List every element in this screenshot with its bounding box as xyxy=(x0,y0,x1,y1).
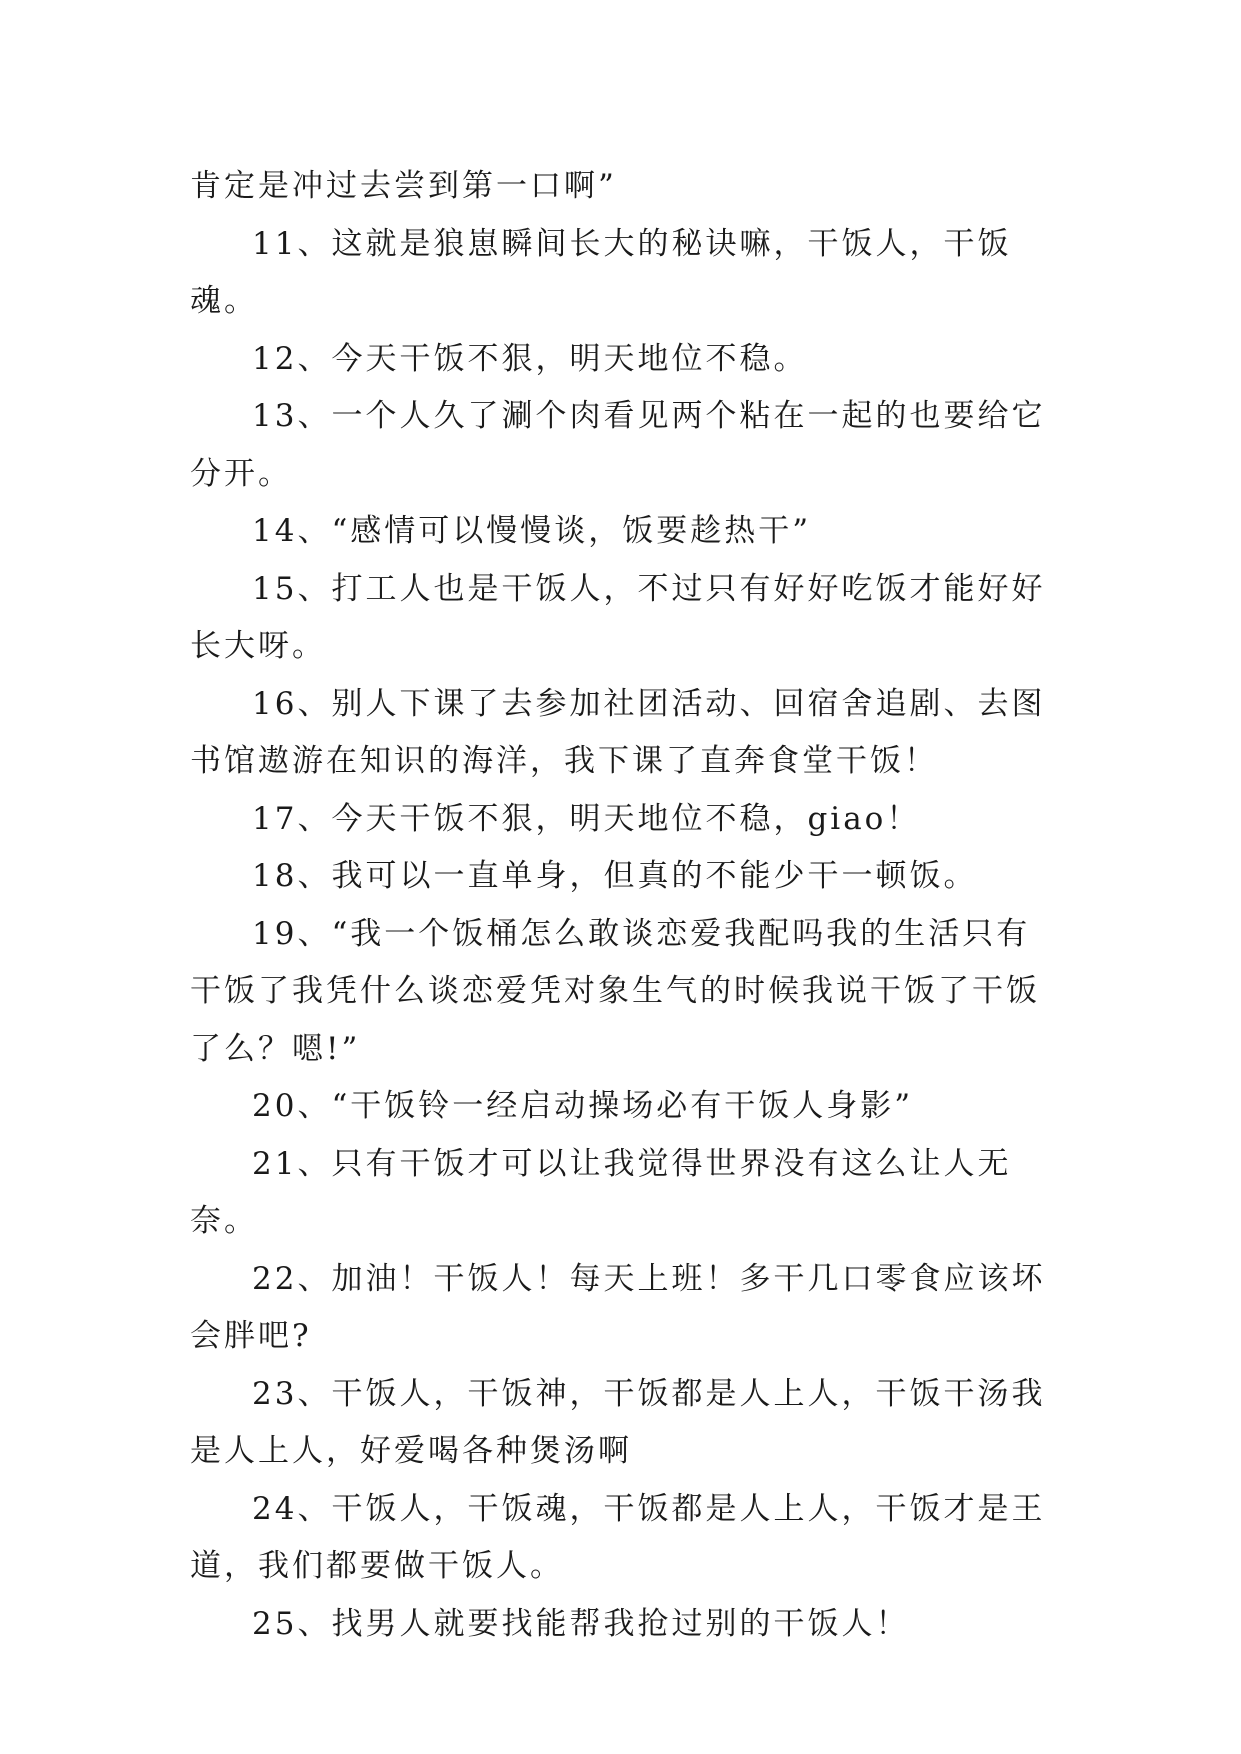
paragraph-21: 21、只有干饭才可以让我觉得世界没有这么让人无奈。 xyxy=(190,1145,1012,1239)
paragraph-continuation: 肯定是冲过去尝到第一口啊” xyxy=(190,168,617,204)
paragraph-11: 11、这就是狼崽瞬间长大的秘诀嘛，干饭人，干饭魂。 xyxy=(190,225,1012,319)
paragraph-23: 23、干饭人，干饭神，干饭都是人上人，干饭干汤我是人上人，好爱喝各种煲汤啊 xyxy=(190,1375,1046,1469)
paragraph-17: 17、今天干饭不狠，明天地位不稳，giao！ xyxy=(252,800,921,837)
paragraph-24: 24、干饭人，干饭魂，干饭都是人上人，干饭才是王道，我们都要做干饭人。 xyxy=(190,1490,1046,1584)
paragraph-14: 14、“感情可以慢慢谈，饭要趁热干” xyxy=(252,513,812,549)
paragraph-19: 19、“我一个饭桶怎么敢谈恋爱我配吗我的生活只有干饭了我凭什么谈恋爱凭对象生气的时候我说干饭了干饭了么？嗯!” xyxy=(190,915,1040,1067)
paragraph-25: 25、找男人就要找能帮我抢过别的干饭人！ xyxy=(252,1605,910,1642)
paragraph-20: 20、“干饭铃一经启动操场必有干饭人身影” xyxy=(252,1088,914,1124)
paragraph-18: 18、我可以一直单身，但真的不能少干一顿饭。 xyxy=(252,858,978,894)
paragraph-15: 15、打工人也是干饭人，不过只有好好吃饭才能好好长大呀。 xyxy=(190,570,1046,664)
paragraph-12: 12、今天干饭不狠，明天地位不稳。 xyxy=(252,340,808,377)
paragraph-16: 16、别人下课了去参加社团活动、回宿舍追剧、去图书馆遨游在知识的海洋，我下课了直奔食堂干饭！ xyxy=(190,685,1046,779)
paragraph-13: 13、一个人久了涮个肉看见两个粘在一起的也要给它分开。 xyxy=(190,398,1046,492)
paragraph-22: 22、加油！干饭人！每天上班！多干几口零食应该坏会胖吧? xyxy=(190,1260,1046,1354)
document-body xyxy=(190,158,1050,1653)
